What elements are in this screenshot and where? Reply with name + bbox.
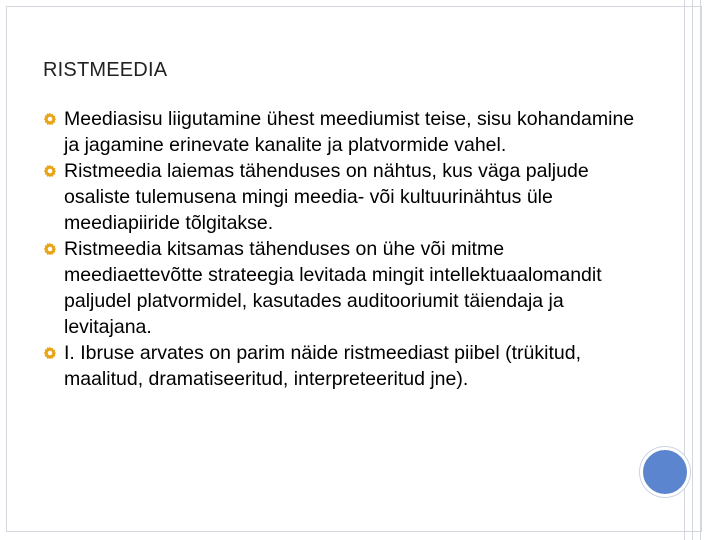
- bullet-text: Ristmeedia kitsamas tähenduses on ühe või mitme meediaettevõtte strateegia levitada mingit intellektuaalomandit paljudel platvormidel, kasutades auditooriumit täiendaja ja levitajana.: [64, 238, 602, 338]
- slide-title: RISTMEEDIA: [43, 59, 168, 81]
- bullet-text: Meediasisu liigutamine ühest meediumist teise, sisu kohandamine ja jagamine erinevate kanalite ja platvormide vahel.: [64, 108, 635, 156]
- decorative-vertical-lines: [684, 0, 708, 540]
- gear-icon: [43, 164, 57, 178]
- decorative-circle: [640, 447, 690, 497]
- bullet-item: [43, 340, 643, 392]
- bullet-list: [43, 106, 643, 392]
- gear-icon: [43, 346, 57, 360]
- bullet-item: [43, 106, 643, 158]
- gear-icon: [43, 242, 57, 256]
- bullet-text: Ristmeedia laiemas tähenduses on nähtus, kus väga paljude osaliste tulemusena mingi meedia- või kultuurinähtus üle meediapiiride tõlgitakse.: [64, 160, 589, 234]
- gear-icon: [43, 112, 57, 126]
- bullet-item: [43, 158, 643, 236]
- bullet-text: I. Ibruse arvates on parim näide ristmeediast piibel (trükitud, maalitud, dramatiseeritud, interpreteeritud jne).: [64, 342, 581, 390]
- bullet-item: [43, 236, 643, 340]
